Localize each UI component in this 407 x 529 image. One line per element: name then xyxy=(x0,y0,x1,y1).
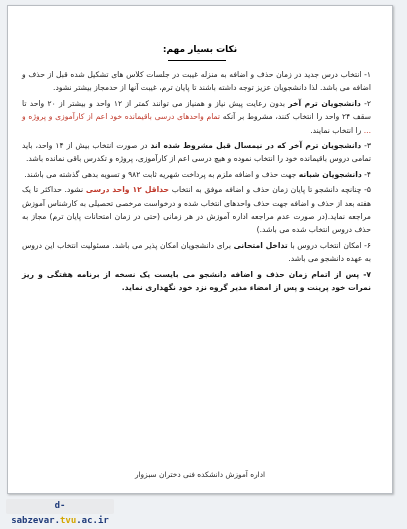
site-domain-label xyxy=(6,499,114,526)
note-text: ۵- چنانچه دانشجو تا پایان زمان حذف و اضافه موفق به انتخاب xyxy=(169,185,371,195)
note-text: تداخل امتحانی xyxy=(233,240,288,250)
note-item xyxy=(22,168,371,181)
note-text: دانشجویان شبانه xyxy=(298,169,362,179)
note-item xyxy=(22,239,371,266)
domain-host: d-sabzevar. xyxy=(11,501,66,526)
note-text: ۶- امکان انتخاب دروس با xyxy=(287,240,371,250)
note-text: دانشجویان ترم آخر xyxy=(288,98,361,108)
note-text: را انتخاب نمایند. xyxy=(310,125,364,135)
note-text: در صورت انتخاب بیش از ۱۴ واحد، باید تمامی دروس باقیمانده خود را انتخاب نموده و هیچ درسی اعم از کارآموزی، پروژه و تکدرس باقی نمانده باشد. xyxy=(22,141,371,164)
title-underline xyxy=(168,60,226,61)
notes-items xyxy=(22,68,371,295)
domain-accent: tvu xyxy=(60,516,77,526)
note-text: جهت حذف و اضافه ملزم به پرداخت شهریه ثابت ۹۸۲ و تسویه بدهی گذشته می باشند. xyxy=(24,169,299,179)
note-text: تمام واحدهای درسی باقیمانده خود اعم از کارآموزی و پروژه و ... xyxy=(22,112,371,135)
note-item xyxy=(22,139,371,166)
note-item xyxy=(22,68,371,95)
note-text: ۷- پس از اتمام زمان حذف و اضافه دانشجو می بایست یک نسخه از برنامه هفتگی و ریز نمرات خود پرینت و پس از امضاء مدیر گروه نزد خود نگهداری نماید. xyxy=(22,269,371,293)
domain-suffix: .ac.ir xyxy=(76,516,109,526)
note-text: ۴- xyxy=(361,169,371,179)
announcement-document xyxy=(7,5,393,494)
note-text: حداقل ۱۲ واحد درسی xyxy=(85,185,170,195)
note-text: نشود. حداکثر تا یک هفته بعد از حذف و اضافه جهت حذف واحدهای انتخاب شده و درخواست مرخصی تحصیلی به کارشناس آموزش مراجعه نماید.(در صورت عدم مراجعه اداره آموزش در هر زمانی (حتی در زمان امتحانات پایان ترم) مجاز به حذف دروس انتخاب شده می باشد.) xyxy=(22,185,371,235)
note-item xyxy=(22,97,371,137)
note-item xyxy=(22,183,371,237)
note-text: ۱- انتخاب درس جدید در زمان حذف و اضافه به منزله غیبت در جلسات کلاس های تشکیل شده قبل از حذف و اضافه می باشد. لذا دانشجویان عزیز توجه داشته باشند تا پایان ترم، غیبت آنها از حدمجاز بیشتر نشود. xyxy=(22,70,371,93)
note-text: دانشجویان ترم آخر که در نیمسال قبل مشروط شده اند xyxy=(150,141,362,151)
note-text: بدون رعایت پیش نیاز و همنیاز می توانند کمتر از ۱۲ واحد و بیشتر از ۲۰ واحد تا سقف ۲۴ واحد را انتخاب کنند، مشروط بر آنکه xyxy=(22,98,372,122)
document-title: نکات بسیار مهم: xyxy=(162,45,238,55)
notes-list xyxy=(22,68,371,297)
note-text: ۲- xyxy=(360,98,371,108)
note-item xyxy=(22,268,371,295)
note-text: برای دانشجویان امکان پذیر می باشد. مسئولیت انتخاب این دروس به عهده دانشجو می باشد. xyxy=(22,240,371,264)
note-text: ۳- xyxy=(361,141,372,151)
document-footer: اداره آموزش دانشکده فنی دختران سبزوار xyxy=(134,470,266,479)
